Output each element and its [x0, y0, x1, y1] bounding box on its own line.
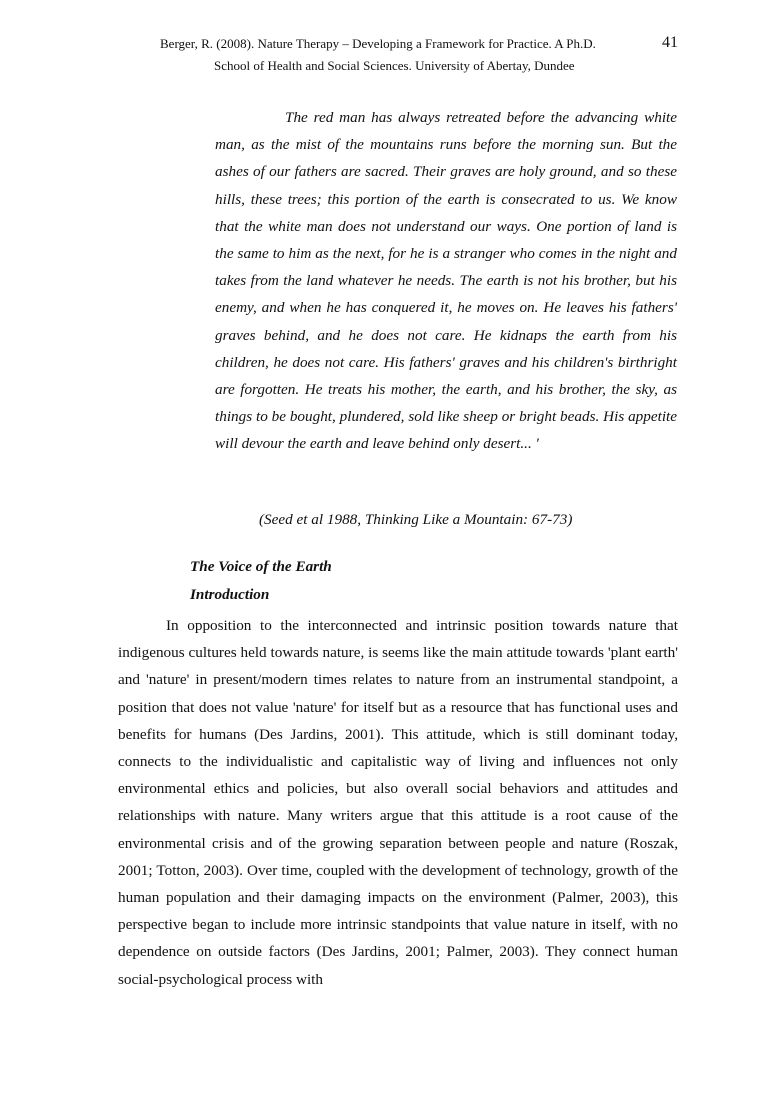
- subsection-title: Introduction: [190, 586, 270, 603]
- page-number: 41: [662, 34, 678, 51]
- block-quote: The red man has always retreated before the advancing white man, as the mist of the mountains runs before the morning sun. But the ashes of our fathers are sacred. Their graves are holy ground, and so these hills, these trees; this portion of the earth is consecrated to us. We know that the white man does not understand our ways. One portion of land is the same to him as the next, for he is a stranger who comes in the night and takes from the land whatever he needs. The earth is not his brother, but his enemy, and when he has conquered it, he moves on. He leaves his fathers' graves behind, and he does not care. He kidnaps the earth from his children, he does not care. His fathers' graves and his children's birthright are forgotten. He treats his mother, the earth, and his brother, the sky, as things to be bought, plundered, sold like sheep or bright beads. His appetite will devour the earth and leave behind only desert... ': [215, 109, 677, 453]
- running-header-institution: School of Health and Social Sciences. University of Abertay, Dundee: [214, 58, 575, 73]
- body-paragraph: In opposition to the interconnected and intrinsic position towards nature that indigenous cultures held towards nature, is seems like the main attitude towards 'plant earth' and 'nature' in present/modern times relates to nature from an instrumental standpoint, a position that does not value 'nature' for itself but as a resource that has functional uses and benefits for humans (Des Jardins, 2001). This attitude, which is still dominant today, connects to the individualistic and capitalistic way of living and influences not only environmental ethics and policies, but also overall social behaviors and attitudes and relationships with nature. Many writers argue that this attitude is a root cause of the environmental crisis and of the growing separation between people and nature (Roszak, 2001; Totton, 2003). Over time, coupled with the development of technology, growth of the human population and their damaging impacts on the environment (Palmer, 2003), this perspective began to include more intrinsic standpoints that value nature in itself, with no dependence on outside factors (Des Jardins, 2001; Palmer, 2003). They connect human social-psychological process with: [118, 617, 678, 988]
- quote-citation: (Seed et al 1988, Thinking Like a Mountain: 67-73): [259, 511, 573, 528]
- section-title: The Voice of the Earth: [190, 558, 332, 575]
- running-header-citation: Berger, R. (2008). Nature Therapy – Developing a Framework for Practice. A Ph.D.: [160, 36, 596, 51]
